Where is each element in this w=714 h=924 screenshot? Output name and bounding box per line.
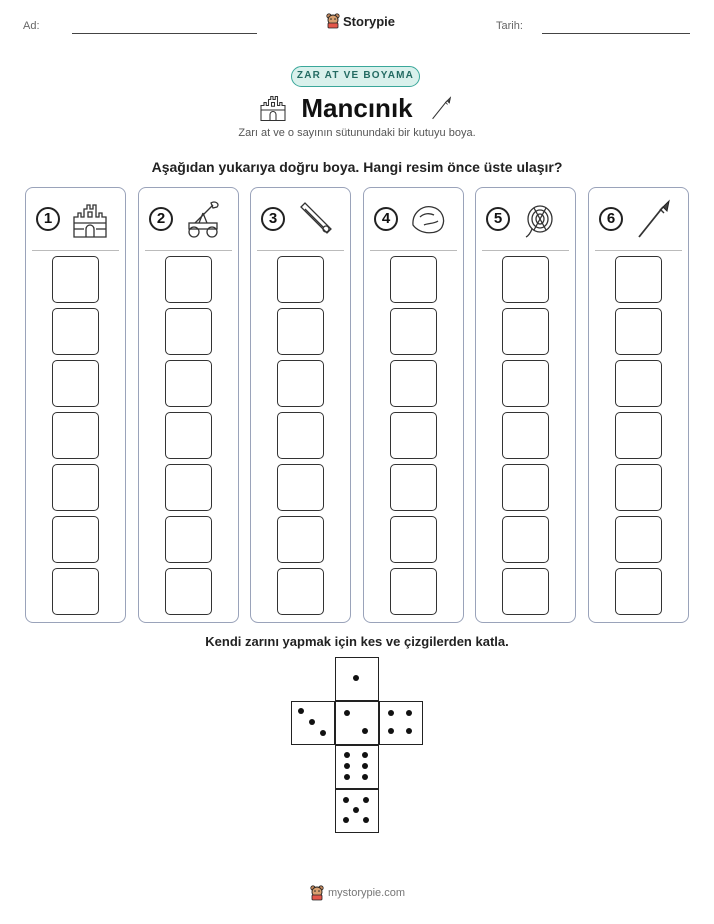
dice-pip <box>388 728 394 734</box>
dice-pip <box>406 728 412 734</box>
color-box[interactable] <box>502 568 549 615</box>
dice-face-3 <box>291 701 335 745</box>
dice-pip <box>388 710 394 716</box>
column-divider <box>145 250 232 251</box>
column-3 <box>250 187 351 623</box>
color-box[interactable] <box>277 308 324 355</box>
title-row <box>0 90 714 126</box>
color-box[interactable] <box>502 308 549 355</box>
page-title: Mancınık <box>301 93 413 123</box>
column-4 <box>363 187 464 623</box>
dice-pip <box>309 719 315 725</box>
color-box[interactable] <box>277 516 324 563</box>
dice-pip <box>344 710 350 716</box>
column-number: 6 <box>599 207 623 231</box>
column-2 <box>138 187 239 623</box>
dice-pip <box>320 730 326 736</box>
column-header <box>251 196 350 242</box>
color-box[interactable] <box>502 516 549 563</box>
color-box[interactable] <box>52 256 99 303</box>
color-box[interactable] <box>615 256 662 303</box>
dice-pip <box>344 752 350 758</box>
dice-pip <box>362 774 368 780</box>
color-box[interactable] <box>390 412 437 459</box>
dice-pip <box>344 774 350 780</box>
color-box[interactable] <box>165 464 212 511</box>
dice-pip <box>362 763 368 769</box>
dice-pip <box>363 797 369 803</box>
color-box[interactable] <box>502 412 549 459</box>
spear-icon <box>633 199 673 239</box>
color-box[interactable] <box>390 568 437 615</box>
bear-logo-icon <box>310 885 324 901</box>
color-box[interactable] <box>52 568 99 615</box>
date-label: Tarih: <box>496 20 523 32</box>
color-box[interactable] <box>390 256 437 303</box>
dice-pip <box>343 797 349 803</box>
spear-icon <box>429 92 453 124</box>
color-box[interactable] <box>165 256 212 303</box>
color-box[interactable] <box>165 568 212 615</box>
rope-icon <box>520 199 560 239</box>
column-divider <box>370 250 457 251</box>
column-number: 3 <box>261 207 285 231</box>
dice-face-2 <box>335 701 379 745</box>
color-box[interactable] <box>390 464 437 511</box>
color-box[interactable] <box>52 308 99 355</box>
column-number: 4 <box>374 207 398 231</box>
name-label: Ad: <box>23 20 40 32</box>
color-box[interactable] <box>52 464 99 511</box>
color-box[interactable] <box>615 568 662 615</box>
column-5 <box>475 187 576 623</box>
color-box[interactable] <box>390 360 437 407</box>
column-divider <box>257 250 344 251</box>
column-divider <box>595 250 682 251</box>
color-box[interactable] <box>502 256 549 303</box>
color-box[interactable] <box>390 516 437 563</box>
color-box[interactable] <box>277 412 324 459</box>
color-box[interactable] <box>615 412 662 459</box>
color-box[interactable] <box>615 516 662 563</box>
color-box[interactable] <box>52 360 99 407</box>
instruction: Aşağıdan yukarıya doğru boya. Hangi resim önce üste ulaşır? <box>151 159 563 175</box>
dice-pip <box>362 752 368 758</box>
column-number: 5 <box>486 207 510 231</box>
column-divider <box>32 250 119 251</box>
activity-badge: ZAR AT VE BOYAMA <box>291 66 420 87</box>
brand-name: Storypie <box>343 13 396 29</box>
catapult-icon <box>183 199 223 239</box>
dice-face-6 <box>335 745 379 789</box>
wooden-arm-icon <box>295 199 335 239</box>
color-box[interactable] <box>52 412 99 459</box>
color-box[interactable] <box>615 464 662 511</box>
color-box[interactable] <box>165 360 212 407</box>
castle-icon <box>70 199 110 239</box>
dice-face-4 <box>379 701 423 745</box>
dice-face-5 <box>335 789 379 833</box>
color-box[interactable] <box>277 256 324 303</box>
dice-pip <box>298 708 304 714</box>
dice-pip <box>353 675 359 681</box>
color-box[interactable] <box>165 516 212 563</box>
dice-pip <box>362 728 368 734</box>
color-box[interactable] <box>502 464 549 511</box>
dice-pip <box>343 817 349 823</box>
column-divider <box>482 250 569 251</box>
color-box[interactable] <box>165 412 212 459</box>
color-box[interactable] <box>165 308 212 355</box>
column-header <box>139 196 238 242</box>
column-header <box>364 196 463 242</box>
footer-url[interactable]: mystorypie.com <box>328 887 406 899</box>
color-box[interactable] <box>277 360 324 407</box>
column-header <box>26 196 125 242</box>
color-box[interactable] <box>615 308 662 355</box>
color-box[interactable] <box>390 308 437 355</box>
dice-instruction: Kendi zarını yapmak için kes ve çizgilerden katla. <box>205 634 509 649</box>
name-line[interactable] <box>72 33 257 34</box>
dice-pip <box>406 710 412 716</box>
dice-face-1 <box>335 657 379 701</box>
column-header <box>589 196 688 242</box>
stone-icon <box>408 199 448 239</box>
dice-pip <box>363 817 369 823</box>
column-header <box>476 196 575 242</box>
color-box[interactable] <box>615 360 662 407</box>
bear-logo-icon <box>326 13 340 29</box>
date-line[interactable] <box>542 33 690 34</box>
column-1 <box>25 187 126 623</box>
dice-pip <box>344 763 350 769</box>
dice-pip <box>353 807 359 813</box>
storypie-logo <box>326 13 395 29</box>
column-6 <box>588 187 689 623</box>
column-number: 1 <box>36 207 60 231</box>
color-box[interactable] <box>277 464 324 511</box>
footer <box>310 885 405 901</box>
color-box[interactable] <box>277 568 324 615</box>
color-box[interactable] <box>502 360 549 407</box>
color-box[interactable] <box>52 516 99 563</box>
column-number: 2 <box>149 207 173 231</box>
subtitle: Zarı at ve o sayının sütunundaki bir kutuyu boya. <box>238 127 476 139</box>
